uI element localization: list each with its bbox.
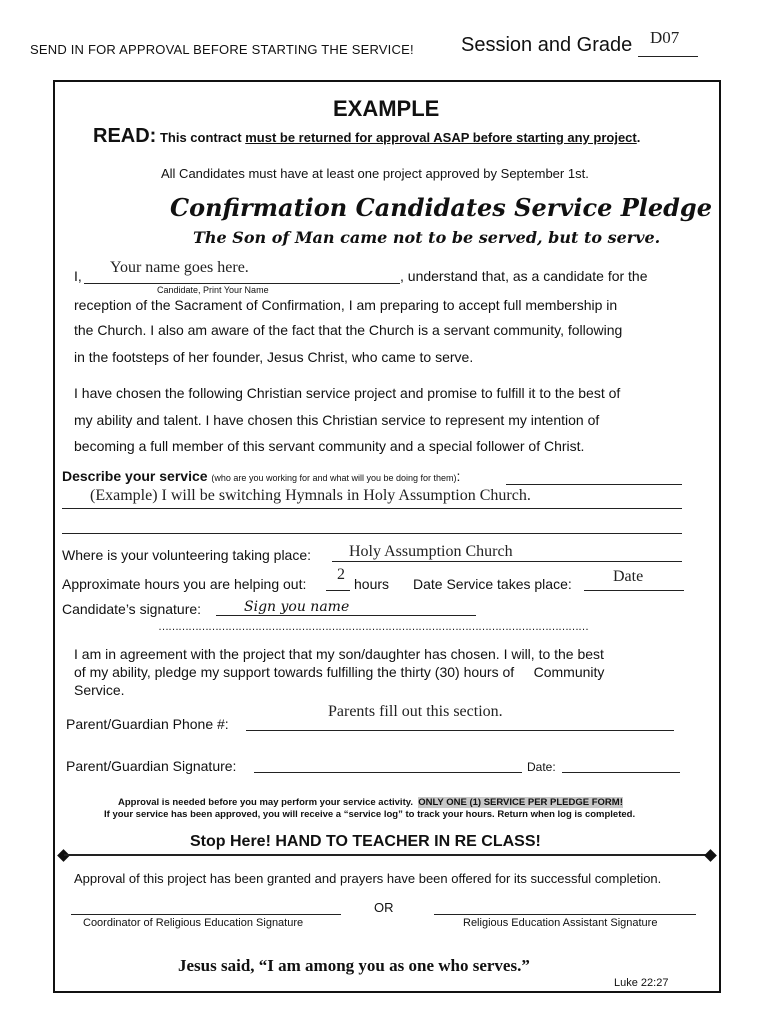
- read-post: .: [636, 130, 641, 145]
- read-instruction: [93, 125, 640, 148]
- parent-phone-line[interactable]: [246, 730, 674, 731]
- session-grade-label: Session and Grade: [461, 34, 633, 56]
- describe-label: [62, 468, 460, 484]
- stop-here-heading: Stop Here! HAND TO TEACHER IN RE CLASS!: [190, 833, 541, 850]
- where-field[interactable]: Holy Assumption Church: [349, 543, 513, 560]
- parent-phone-label: Parent/Guardian Phone #:: [66, 716, 229, 732]
- example-heading: EXAMPLE: [333, 96, 440, 121]
- approval-granted: Approval of this project has been granted and prayers have been offered for its successful completion.: [74, 871, 662, 886]
- hours-unit: hours: [354, 576, 390, 592]
- assistant-signature-line[interactable]: [434, 914, 696, 915]
- candidate-signature-line: [216, 615, 476, 616]
- approval-line-1: [118, 797, 623, 808]
- parent-date-label-text: Date: [527, 760, 553, 774]
- parent-agree-line-3: Service.: [74, 682, 125, 698]
- assistant-signature-caption: Religious Education Assistant Signature: [463, 917, 658, 929]
- date-service-label: Date Service takes place:: [413, 576, 572, 592]
- read-pre: This contract: [159, 130, 246, 145]
- date-service-line: [584, 590, 684, 591]
- hours-line: [326, 590, 350, 591]
- describe-colon: :: [456, 468, 461, 484]
- parent-signature-label: Parent/Guardian Signature:: [66, 758, 237, 774]
- pledge-line-2: reception of the Sacrament of Confirmation, I am preparing to accept full membership in: [74, 297, 618, 313]
- parent-date-colon: :: [552, 760, 556, 774]
- read-underlined: must be returned for approval ASAP before starting any project: [245, 130, 637, 145]
- candidate-signature-label: Candidate’s signature:: [62, 601, 202, 617]
- closing-quote: Jesus said, “I am among you as one who serves.”: [178, 956, 530, 975]
- hours-label: Approximate hours you are helping out:: [62, 576, 307, 592]
- one-service-highlight: ONLY ONE (1) SERVICE PER PLEDGE FORM!: [418, 797, 623, 808]
- coordinator-signature-caption: Coordinator of Religious Education Signature: [83, 917, 304, 929]
- where-label: Where is your volunteering taking place:: [62, 547, 312, 563]
- pledge-line-4: in the footsteps of her founder, Jesus Christ, who came to serve.: [74, 349, 474, 365]
- pledge-understand: , understand that, as a candidate for the: [400, 268, 648, 284]
- pledge-subtitle: The Son of Man came not to be served, but to serve.: [193, 228, 661, 247]
- pledge-title: Confirmation Candidates Service Pledge: [170, 193, 712, 222]
- where-line: [332, 561, 682, 562]
- describe-line-3: [62, 533, 682, 534]
- parent-date-line[interactable]: [562, 772, 680, 773]
- describe-hint: (who are you working for and what will you be doing for them): [211, 473, 457, 483]
- pledge-para2-line-2: my ability and talent. I have chosen this Christian service to represent my intention of: [74, 412, 600, 428]
- quote-citation: Luke 22:27: [614, 977, 669, 989]
- parent-agree-line-1: I am in agreement with the project that my son/daughter has chosen. I will, to the best: [74, 646, 604, 662]
- all-candidates-note: All Candidates must have at least one project approved by September 1st.: [161, 166, 589, 181]
- name-caption: Candidate, Print Your Name: [157, 285, 269, 295]
- parent-agree-line-2: of my ability, pledge my support towards fulfilling the thirty (30) hours of Community: [74, 664, 605, 680]
- divider-line: [64, 854, 712, 856]
- describe-line-2: [62, 508, 682, 509]
- pledge-i-prefix: I,: [74, 268, 82, 284]
- candidate-signature-field[interactable]: Sign you name: [244, 599, 350, 615]
- pledge-para2-line-3: becoming a full member of this servant community and a special follower of Christ.: [74, 438, 585, 454]
- coordinator-signature-line[interactable]: [71, 914, 341, 915]
- parent-signature-line[interactable]: [254, 772, 522, 773]
- hours-field[interactable]: 2: [337, 566, 345, 583]
- describe-line-1: [506, 484, 682, 485]
- parents-fill-note: Parents fill out this section.: [328, 703, 503, 720]
- date-service-field[interactable]: Date: [613, 568, 644, 585]
- describe-service-field[interactable]: (Example) I will be switching Hymnals in Holy Assumption Church.: [90, 487, 531, 504]
- or-label: OR: [374, 900, 394, 915]
- session-grade-value[interactable]: D07: [650, 28, 680, 47]
- send-in-notice: SEND IN FOR APPROVAL BEFORE STARTING THE SERVICE!: [30, 42, 414, 57]
- dotted-separator: …………………………………………………………………………………………………………………: [158, 621, 588, 633]
- session-grade-line: [638, 56, 698, 57]
- name-line: [84, 283, 400, 284]
- candidate-name-field[interactable]: Your name goes here.: [110, 259, 249, 276]
- approval-pre: Approval is needed before you may perform your service activity.: [118, 797, 419, 808]
- pledge-line-3: the Church. I also am aware of the fact that the Church is a servant community, following: [74, 322, 623, 338]
- read-label: READ:: [93, 125, 157, 147]
- approval-line-2: If your service has been approved, you will receive a “service log” to track your hours. Return when log is completed.: [104, 809, 636, 820]
- pledge-para2-line-1: I have chosen the following Christian service project and promise to fulfill it to the best of: [74, 385, 621, 401]
- describe-label-text: Describe your service: [62, 468, 208, 484]
- parent-date-label: [527, 760, 556, 774]
